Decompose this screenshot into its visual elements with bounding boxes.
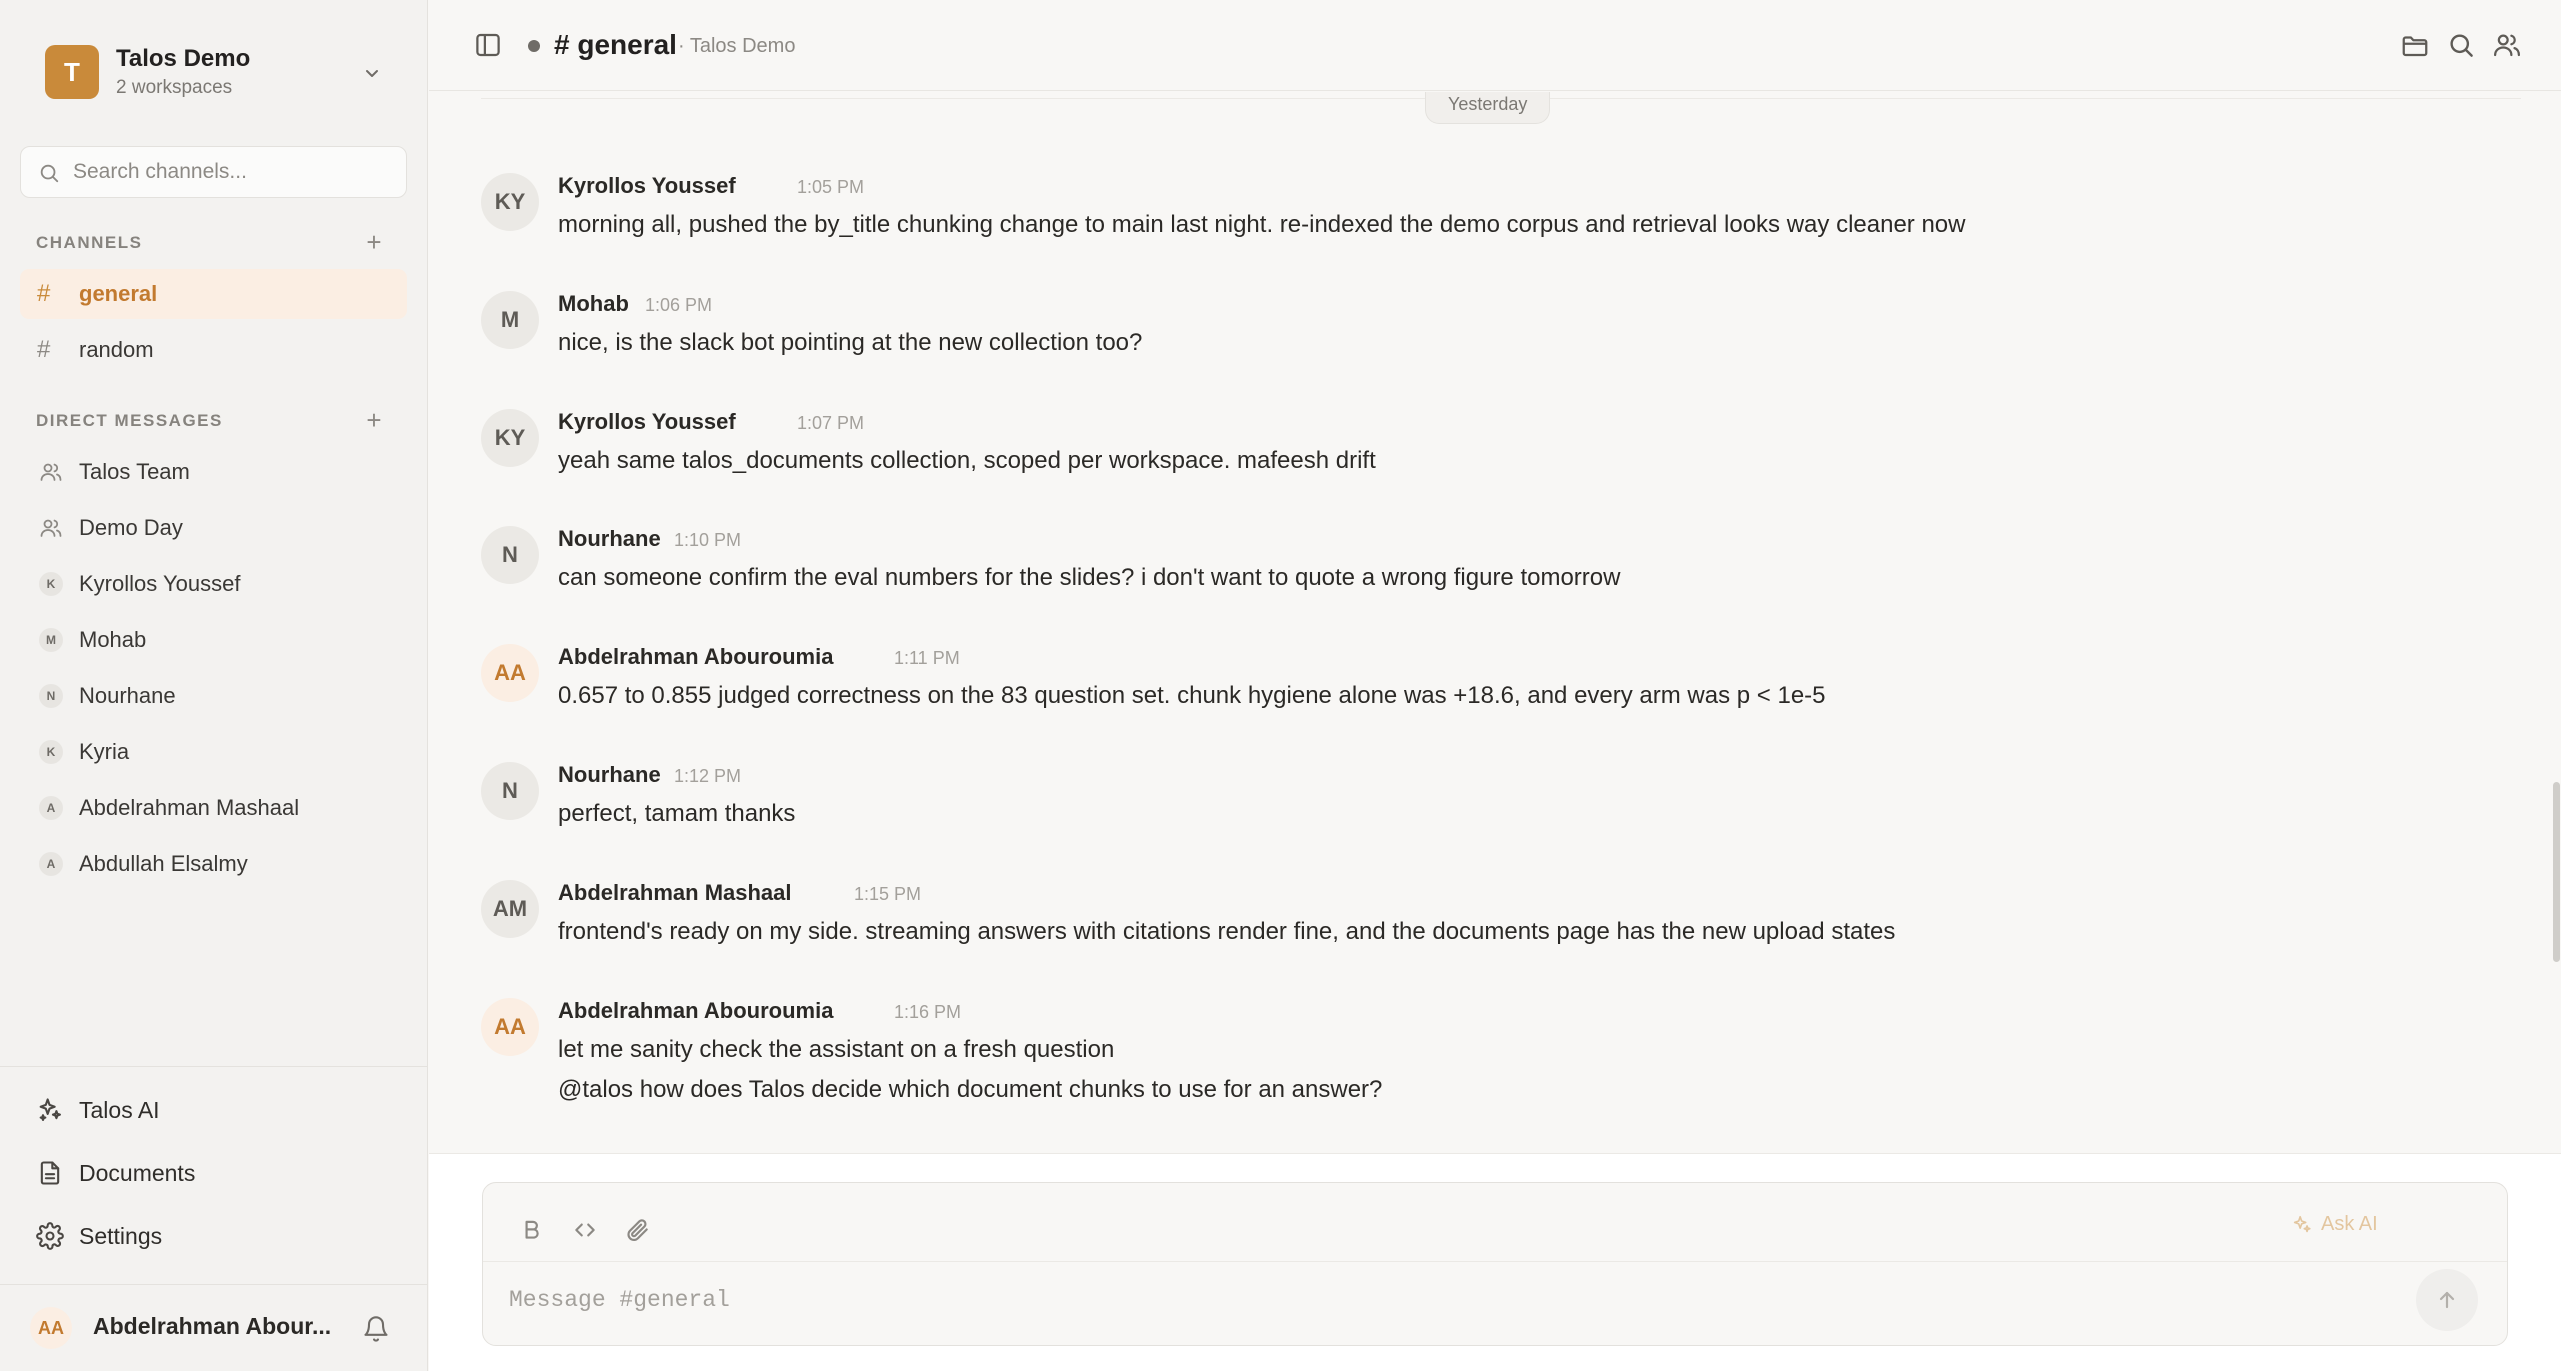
dm-label: Nourhane	[79, 683, 176, 708]
avatar[interactable]: KY	[481, 409, 539, 467]
sparkles-icon	[2291, 1214, 2313, 1236]
channel-label: general	[79, 281, 158, 306]
send-button[interactable]	[2416, 1269, 2478, 1331]
add-channel-icon[interactable]: +	[366, 227, 382, 257]
dm-label: Kyrollos Youssef	[79, 571, 241, 596]
sidebar	[0, 0, 428, 1371]
dm-item-abdullah-elsalmy[interactable]	[20, 839, 407, 889]
divider	[0, 1066, 428, 1067]
message-input[interactable]	[509, 1275, 2389, 1325]
search-icon[interactable]	[2446, 30, 2476, 60]
message-time: 1:07 PM	[797, 413, 865, 433]
dm-label: Demo Day	[79, 515, 183, 540]
workspace-switcher[interactable]	[45, 45, 395, 101]
code-icon[interactable]	[572, 1217, 598, 1243]
workspace-count: 2 workspaces	[116, 77, 233, 98]
nav-settings[interactable]	[20, 1211, 407, 1261]
bold-icon[interactable]	[519, 1217, 545, 1243]
dm-label: Abdelrahman Mashaal	[79, 795, 300, 820]
arrow-up-icon	[2435, 1288, 2459, 1312]
message-author[interactable]: Abdelrahman Abouroumia	[558, 998, 834, 1023]
dm-item-mohab[interactable]	[20, 615, 407, 665]
current-user-name: Abdelrahman Abour...	[93, 1313, 332, 1339]
users-icon	[39, 460, 63, 484]
avatar: M	[39, 628, 63, 652]
message-text: yeah same talos_documents collection, scoped per workspace. mafeesh drift	[558, 447, 1376, 474]
nav-talos-ai[interactable]	[20, 1085, 407, 1135]
workspace-name: Talos Demo	[116, 45, 251, 72]
nav-label: Settings	[79, 1222, 163, 1249]
channels-heading: CHANNELS	[36, 233, 143, 252]
members-icon[interactable]	[2492, 30, 2522, 60]
avatar: AA	[30, 1307, 72, 1349]
avatar[interactable]: KY	[481, 173, 539, 231]
message-text: perfect, tamam thanks	[558, 800, 796, 827]
ask-ai-label: Ask AI	[2321, 1213, 2378, 1235]
message-author[interactable]: Nourhane	[558, 762, 661, 787]
message-text: let me sanity check the assistant on a fresh question	[558, 1036, 1115, 1063]
channel-search[interactable]	[20, 146, 407, 198]
bell-icon[interactable]	[362, 1315, 390, 1343]
hash-icon: #	[37, 336, 51, 363]
direct-messages-heading: DIRECT MESSAGES	[36, 411, 223, 430]
channel-header	[429, 0, 2561, 91]
chevron-down-icon[interactable]	[360, 61, 384, 85]
dm-label: Abdullah Elsalmy	[79, 851, 248, 876]
avatar: A	[39, 796, 63, 820]
workspace-label: · Talos Demo	[678, 35, 796, 57]
message-text: frontend's ready on my side. streaming answers with citations render fine, and the documents page has the new upload states	[558, 918, 1896, 945]
message-time: 1:16 PM	[894, 1002, 962, 1022]
avatar[interactable]: AA	[481, 644, 539, 702]
sparkles-icon	[36, 1096, 64, 1124]
message-text: can someone confirm the eval numbers for the slides? i don't want to quote a wrong figure tomorrow	[558, 564, 1621, 591]
avatar[interactable]: N	[481, 762, 539, 820]
dm-item-abdelrahman-mashaal[interactable]	[20, 783, 407, 833]
search-icon	[38, 162, 60, 184]
message-time: 1:05 PM	[797, 177, 865, 197]
document-icon	[36, 1159, 64, 1187]
message-time: 1:10 PM	[674, 530, 742, 550]
dm-label: Mohab	[79, 627, 147, 652]
message-text: morning all, pushed the by_title chunking change to main last night. re-indexed the demo corpus and retrieval looks way cleaner now	[558, 211, 1966, 238]
paperclip-icon[interactable]	[625, 1217, 651, 1243]
message-author[interactable]: Kyrollos Youssef	[558, 173, 736, 198]
avatar[interactable]: M	[481, 291, 539, 349]
message-author[interactable]: Abdelrahman Abouroumia	[558, 644, 834, 669]
channel-item-random[interactable]	[20, 325, 407, 375]
avatar: N	[39, 684, 63, 708]
dm-label: Kyria	[79, 739, 130, 764]
message-time: 1:15 PM	[854, 884, 922, 904]
message-author[interactable]: Abdelrahman Mashaal	[558, 880, 792, 905]
avatar[interactable]: AA	[481, 998, 539, 1056]
message-time: 1:12 PM	[674, 766, 742, 786]
message-time: 1:06 PM	[645, 295, 713, 315]
nav-label: Talos AI	[79, 1096, 160, 1123]
dm-label: Talos Team	[79, 459, 190, 484]
users-icon	[39, 516, 63, 540]
nav-label: Documents	[79, 1159, 196, 1186]
ask-ai-button[interactable]	[2291, 1213, 2378, 1236]
composer-area	[429, 1153, 2561, 1371]
avatar[interactable]: AM	[481, 880, 539, 938]
hash-icon: #	[37, 280, 51, 307]
dm-item-nourhane[interactable]	[20, 671, 407, 721]
folder-icon[interactable]	[2400, 30, 2430, 60]
divider	[483, 1261, 2507, 1262]
message-text: @talos how does Talos decide which document chunks to use for an answer?	[558, 1076, 1383, 1103]
dm-item-demo-day[interactable]	[20, 503, 407, 553]
gear-icon	[36, 1222, 64, 1250]
nav-documents[interactable]	[20, 1148, 407, 1198]
page-title: # general	[554, 29, 677, 60]
avatar: K	[39, 572, 63, 596]
message-time: 1:11 PM	[894, 648, 960, 668]
presence-dot	[528, 40, 540, 52]
sidebar-toggle-icon[interactable]	[473, 30, 503, 60]
message-feed[interactable]	[429, 92, 2561, 1152]
divider	[0, 1284, 428, 1285]
message-author[interactable]: Mohab	[558, 291, 629, 316]
current-user-bar[interactable]	[0, 1287, 428, 1371]
message-text: nice, is the slack bot pointing at the new collection too?	[558, 329, 1143, 356]
dm-item-kyrollos-youssef[interactable]	[20, 559, 407, 609]
avatar[interactable]: N	[481, 526, 539, 584]
scrollbar[interactable]	[2553, 782, 2560, 962]
dm-item-kyria[interactable]	[20, 727, 407, 777]
date-divider: Yesterday	[1425, 92, 1550, 124]
avatar: K	[39, 740, 63, 764]
dm-item-talos-team[interactable]	[20, 447, 407, 497]
message-text: 0.657 to 0.855 judged correctness on the 83 question set. chunk hygiene alone was +18.6, and every arm was p < 1e-5	[558, 682, 1826, 709]
workspace-logo: T	[45, 45, 99, 99]
channel-item-general[interactable]	[20, 269, 407, 319]
channel-label: random	[79, 337, 154, 362]
search-input[interactable]	[73, 147, 393, 197]
message-composer[interactable]	[482, 1182, 2508, 1346]
message-author[interactable]: Kyrollos Youssef	[558, 409, 736, 434]
add-dm-icon[interactable]: +	[366, 405, 382, 435]
message-author[interactable]: Nourhane	[558, 526, 661, 551]
avatar: A	[39, 852, 63, 876]
